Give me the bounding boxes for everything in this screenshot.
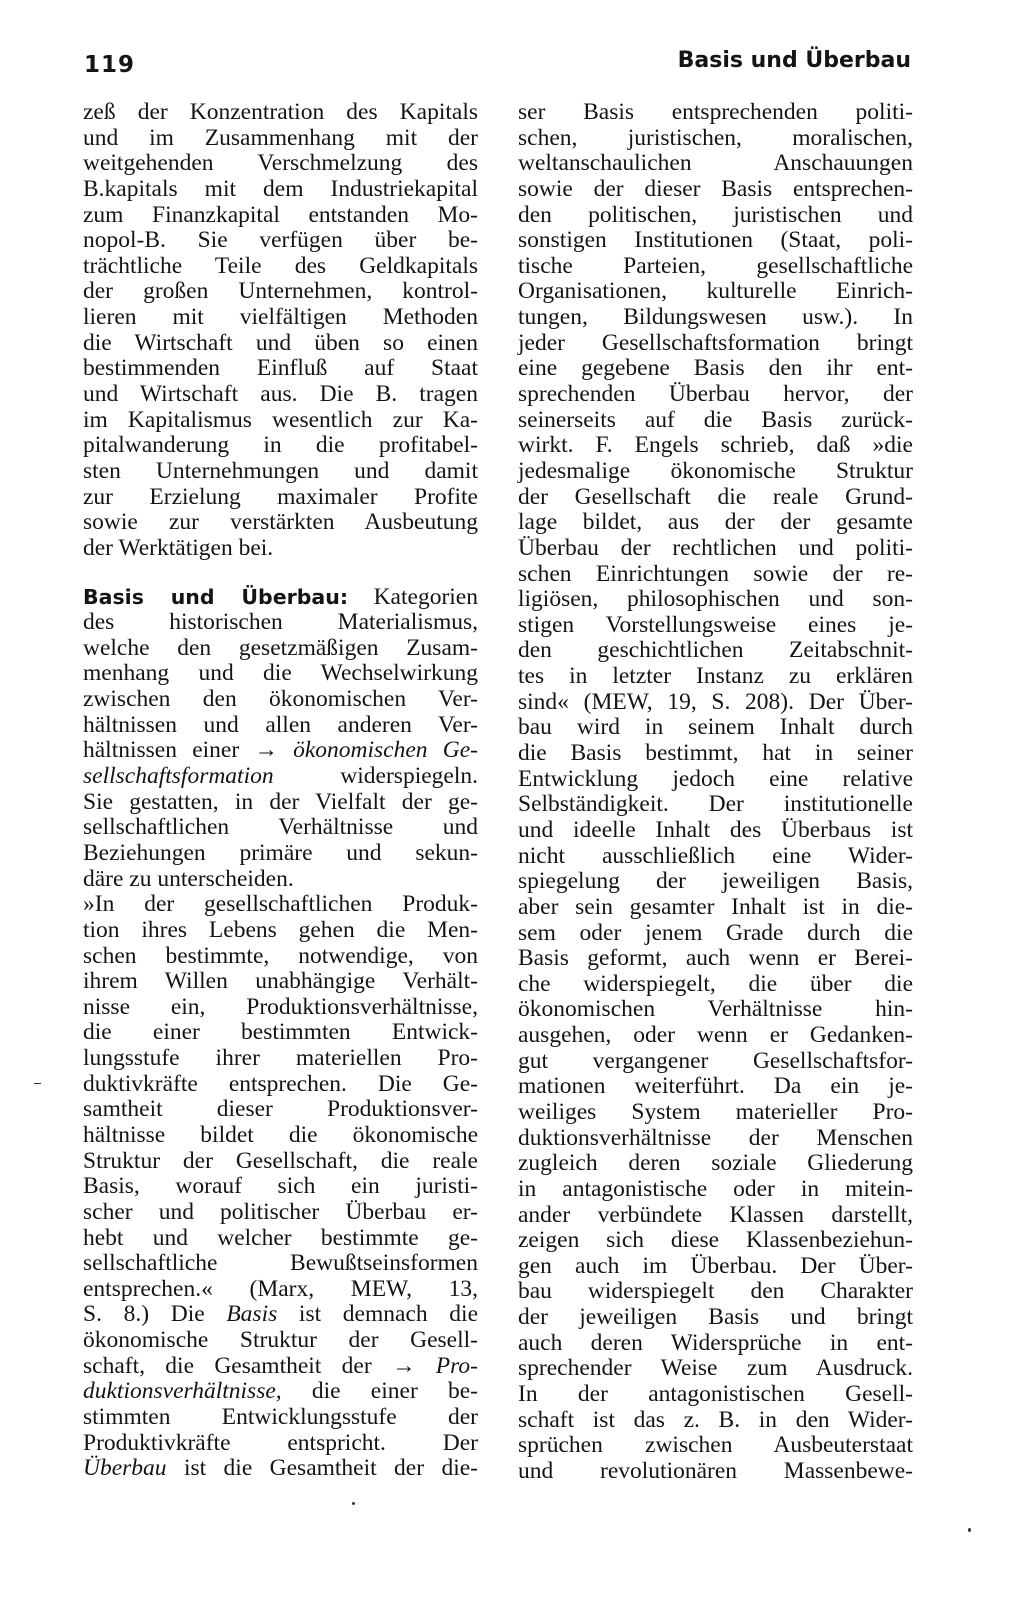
line-text: des historischen Materialismus,	[83, 609, 478, 636]
paragraph-gap	[83, 562, 478, 585]
line-text: widerspiegeln.	[273, 763, 478, 790]
text-line	[518, 741, 913, 767]
line-text: sonstigen Institutionen (Staat, poli-	[518, 227, 913, 254]
cross-reference-italic: ökonomischen Ge-	[293, 737, 478, 764]
text-line	[518, 844, 913, 870]
text-line	[518, 1408, 913, 1434]
text-line	[83, 485, 478, 511]
line-text: sprechenden Überbau hervor, der	[518, 381, 913, 408]
text-line	[518, 228, 913, 254]
line-text: duktivkräfte entsprechen. Die Ge-	[83, 1070, 478, 1097]
text-line	[83, 918, 478, 944]
text-line	[83, 510, 478, 536]
line-text: S. 8.) Die	[83, 1301, 227, 1328]
text-line	[518, 1100, 913, 1126]
text-line	[518, 1049, 913, 1075]
line-text: sprechender Weise zum Ausdruck.	[518, 1355, 913, 1382]
line-text: die Basis bestimmt, hat in seiner	[518, 740, 913, 767]
text-line	[83, 636, 478, 662]
text-line	[83, 790, 478, 816]
text-line	[518, 1331, 913, 1357]
line-text: »In der gesellschaftlichen Produk-	[83, 891, 478, 918]
line-text: schen Einrichtungen sowie der re-	[518, 560, 913, 587]
text-line	[518, 1228, 913, 1254]
line-text: stigen Vorstellungsweise eines je-	[518, 611, 913, 638]
text-line	[83, 1097, 478, 1123]
line-text: sellschaftlichen Verhältnisse und	[83, 814, 478, 841]
line-text: ligiösen, philosophischen und son-	[518, 586, 913, 613]
line-text: die Wirtschaft und üben so einen	[83, 329, 478, 356]
text-line	[83, 1174, 478, 1200]
line-text: den geschichtlichen Zeitabschnit-	[518, 637, 913, 664]
line-text: Produktivkräfte entspricht. Der	[83, 1429, 478, 1456]
line-text: seinerseits auf die Basis zurück-	[518, 406, 913, 433]
line-text: gen auch im Überbau. Der Über-	[518, 1252, 913, 1279]
text-line	[518, 1382, 913, 1408]
left-text-column	[83, 100, 478, 1482]
text-line	[518, 1305, 913, 1331]
line-text: welche den gesetzmäßigen Zusam-	[83, 634, 478, 661]
text-line	[518, 1459, 913, 1485]
line-text: zeigen sich diese Klassenbeziehun-	[518, 1227, 913, 1254]
text-line	[518, 895, 913, 921]
text-line	[518, 1023, 913, 1049]
text-line	[83, 459, 478, 485]
text-line	[518, 126, 913, 152]
text-line	[518, 100, 913, 126]
text-line	[518, 664, 913, 690]
text-line	[518, 869, 913, 895]
running-head: Basis und Überbau	[677, 48, 911, 73]
line-text: Organisationen, kulturelle Einrich-	[518, 278, 913, 305]
line-text: B.kapitals mit dem Industriekapital	[83, 175, 478, 202]
line-text: eine gegebene Basis den ihr ent-	[518, 355, 913, 382]
text-line	[83, 1046, 478, 1072]
line-text: Basis geformt, auch wenn er Berei-	[518, 945, 913, 972]
line-text: die einer be-	[281, 1378, 478, 1405]
line-text: sowie zur verstärkten Ausbeutung	[83, 509, 478, 536]
text-line	[518, 177, 913, 203]
text-line	[83, 203, 478, 229]
line-text: ökonomischen Verhältnisse hin-	[518, 996, 913, 1023]
line-text: in antagonistische oder in mitein-	[518, 1175, 913, 1202]
line-text: hältnisse bildet die ökonomische	[83, 1121, 478, 1148]
text-line	[518, 613, 913, 639]
text-line	[518, 356, 913, 382]
line-text: und im Zusammenhang mit der	[83, 124, 478, 151]
text-line	[83, 1354, 478, 1380]
text-line	[83, 1431, 478, 1457]
text-line	[518, 305, 913, 331]
cross-reference-italic: Überbau	[83, 1455, 167, 1482]
text-line	[518, 767, 913, 793]
text-line	[518, 946, 913, 972]
scan-speck	[968, 1528, 971, 1532]
cross-reference-italic: sellschaftsformation	[83, 763, 274, 790]
text-line	[518, 1151, 913, 1177]
line-text: der jeweiligen Basis und bringt	[518, 1304, 913, 1331]
text-line	[518, 536, 913, 562]
text-line	[83, 279, 478, 305]
line-text: tische Parteien, gesellschaftliche	[518, 252, 913, 279]
text-line	[518, 972, 913, 998]
text-line	[518, 1279, 913, 1305]
text-line	[83, 1123, 478, 1149]
line-text: mationen weiterführt. Da ein je-	[518, 1073, 913, 1100]
text-line	[83, 254, 478, 280]
line-text: ökonomische Struktur der Gesell-	[83, 1327, 478, 1354]
line-text: schen bestimmte, notwendige, von	[83, 942, 478, 969]
text-line	[83, 1302, 478, 1328]
line-text: jeder Gesellschaftsformation bringt	[518, 329, 913, 356]
line-text: entsprechen.« (Marx, MEW, 13,	[83, 1275, 478, 1302]
text-line	[83, 408, 478, 434]
line-text: ander verbündete Klassen darstellt,	[518, 1201, 913, 1228]
text-line	[83, 610, 478, 636]
text-line	[83, 1277, 478, 1303]
line-text: auch deren Widersprüche in ent-	[518, 1329, 913, 1356]
text-line	[83, 1149, 478, 1175]
line-text: ist demnach die	[277, 1301, 478, 1328]
text-line	[83, 536, 478, 562]
scan-speck	[352, 1502, 355, 1505]
line-text: lungsstufe ihrer materiellen Pro-	[83, 1045, 478, 1072]
text-line	[518, 1433, 913, 1459]
text-line	[83, 585, 478, 611]
line-text: hebt und welcher bestimmte ge-	[83, 1224, 478, 1251]
text-line	[83, 1379, 478, 1405]
line-text: der Werktätigen bei.	[83, 534, 274, 561]
text-line	[518, 921, 913, 947]
line-text: aber sein gesamter Inhalt ist in die-	[518, 893, 913, 920]
line-text: schaft, die Gesamtheit der →	[83, 1352, 436, 1379]
text-line	[83, 1200, 478, 1226]
text-line	[83, 738, 478, 764]
page-header	[84, 48, 911, 84]
line-text: tes in letzter Instanz zu erklären	[518, 663, 913, 690]
text-line	[518, 485, 913, 511]
line-text: sprüchen zwischen Ausbeuterstaat	[518, 1432, 913, 1459]
text-line	[518, 1074, 913, 1100]
text-line	[83, 841, 478, 867]
right-text-column	[518, 100, 913, 1485]
text-line	[518, 587, 913, 613]
text-line	[83, 331, 478, 357]
line-text: In der antagonistischen Gesell-	[518, 1381, 913, 1408]
text-line	[83, 1456, 478, 1482]
text-line	[83, 177, 478, 203]
cross-reference-italic: duktionsverhältnisse,	[83, 1378, 282, 1405]
text-line	[83, 713, 478, 739]
text-line	[518, 510, 913, 536]
text-line	[518, 203, 913, 229]
line-text: bau wird in seinem Inhalt durch	[518, 714, 913, 741]
text-line	[83, 661, 478, 687]
text-line	[83, 1405, 478, 1431]
text-line	[518, 690, 913, 716]
line-text: nopol-B. Sie verfügen über be-	[83, 227, 478, 254]
page-number: 119	[84, 52, 136, 78]
text-line	[83, 687, 478, 713]
scan-speck	[34, 1083, 41, 1084]
text-line	[83, 126, 478, 152]
line-text: lage bildet, aus der der gesamte	[518, 509, 913, 536]
line-text: hältnissen und allen anderen Ver-	[83, 711, 478, 738]
line-text: weiliges System materieller Pro-	[518, 1098, 913, 1125]
line-text: trächtliche Teile des Geldkapitals	[83, 252, 478, 279]
entry-headword: Basis und Überbau:	[83, 584, 349, 609]
text-line	[83, 100, 478, 126]
line-text: zur Erzielung maximaler Profite	[83, 483, 478, 510]
text-line	[83, 995, 478, 1021]
line-text: Selbständigkeit. Der institutionelle	[518, 791, 913, 818]
text-line	[83, 944, 478, 970]
text-line	[518, 279, 913, 305]
line-text: weitgehenden Verschmelzung des	[83, 150, 478, 177]
text-line	[83, 867, 478, 893]
line-text: und revolutionären Massenbewe-	[518, 1457, 913, 1484]
line-text: im Kapitalismus wesentlich zur Ka-	[83, 406, 478, 433]
line-text: menhang und die Wechselwirkung	[83, 660, 478, 687]
line-text: schen, juristischen, moralischen,	[518, 124, 913, 151]
line-text: zugleich deren soziale Gliederung	[518, 1150, 913, 1177]
text-line	[518, 331, 913, 357]
line-text: che widerspiegelt, die über die	[518, 970, 913, 997]
line-text: ist die Gesamtheit der die-	[166, 1455, 478, 1482]
line-text: den politischen, juristischen und	[518, 201, 913, 228]
text-line	[518, 1126, 913, 1152]
line-text: hältnissen einer →	[83, 737, 294, 764]
line-text: sellschaftliche Bewußtseinsformen	[83, 1250, 478, 1277]
line-text: tungen, Bildungswesen usw.). In	[518, 304, 913, 331]
line-text: Kategorien	[348, 583, 478, 610]
text-line	[83, 305, 478, 331]
line-text: bestimmenden Einfluß auf Staat	[83, 355, 478, 382]
line-text: nicht ausschließlich eine Wider-	[518, 842, 913, 869]
line-text: sem oder jenem Grade durch die	[518, 919, 913, 946]
line-text: lieren mit vielfältigen Methoden	[83, 304, 478, 331]
text-line	[518, 408, 913, 434]
line-text: bau widerspiegelt den Charakter	[518, 1278, 913, 1305]
text-line	[83, 433, 478, 459]
text-line	[518, 254, 913, 280]
text-line	[83, 764, 478, 790]
text-line	[518, 1254, 913, 1280]
text-line	[83, 356, 478, 382]
text-line	[83, 892, 478, 918]
line-text: und ideelle Inhalt des Überbaus ist	[518, 816, 913, 843]
line-text: jedesmalige ökonomische Struktur	[518, 457, 913, 484]
line-text: sowie der dieser Basis entsprechen-	[518, 175, 913, 202]
text-line	[83, 1020, 478, 1046]
line-text: spiegelung der jeweiligen Basis,	[518, 868, 913, 895]
line-text: schaft ist das z. B. in den Wider-	[518, 1406, 913, 1433]
line-text: sten Unternehmungen und damit	[83, 457, 478, 484]
line-text: pitalwanderung in die profitabel-	[83, 432, 478, 459]
text-line	[518, 997, 913, 1023]
line-text: Struktur der Gesellschaft, die reale	[83, 1147, 478, 1174]
text-line	[83, 228, 478, 254]
line-text: und Wirtschaft aus. Die B. tragen	[83, 381, 478, 408]
text-line	[83, 1072, 478, 1098]
line-text: ausgehen, oder wenn er Gedanken-	[518, 1022, 913, 1049]
text-line	[518, 818, 913, 844]
line-text: scher und politischer Überbau er-	[83, 1198, 478, 1225]
text-line	[518, 1356, 913, 1382]
line-text: tion ihres Lebens gehen die Men-	[83, 916, 478, 943]
text-line	[518, 1177, 913, 1203]
line-text: der großen Unternehmen, kontrol-	[83, 278, 478, 305]
line-text: duktionsverhältnisse der Menschen	[518, 1124, 913, 1151]
line-text: zum Finanzkapital entstanden Mo-	[83, 201, 478, 228]
line-text: zeß der Konzentration des Kapitals	[83, 99, 478, 125]
line-text: weltanschaulichen Anschauungen	[518, 150, 913, 177]
line-text: sind« (MEW, 19, S. 208). Der Über-	[518, 688, 913, 715]
line-text: wirkt. F. Engels schrieb, daß »die	[518, 432, 913, 459]
line-text: der Gesellschaft die reale Grund-	[518, 483, 913, 510]
text-line	[518, 715, 913, 741]
line-text: ihrem Willen unabhängige Verhält-	[83, 968, 478, 995]
line-text: stimmten Entwicklungsstufe der	[83, 1404, 478, 1431]
text-line	[518, 151, 913, 177]
cross-reference-italic: Pro-	[435, 1352, 478, 1379]
line-text: Überbau der rechtlichen und politi-	[518, 534, 913, 561]
text-line	[83, 815, 478, 841]
line-text: gut vergangener Gesellschaftsfor-	[518, 1047, 913, 1074]
line-text: Beziehungen primäre und sekun-	[83, 839, 478, 866]
line-text: Basis, worauf sich ein juristi-	[83, 1173, 478, 1200]
line-text: die einer bestimmten Entwick-	[83, 1019, 478, 1046]
line-text: zwischen den ökonomischen Ver-	[83, 686, 478, 713]
text-line	[83, 1328, 478, 1354]
text-line	[518, 792, 913, 818]
text-line	[518, 638, 913, 664]
text-line	[83, 151, 478, 177]
line-text: nisse ein, Produktionsverhältnisse,	[83, 993, 478, 1020]
line-text: ser Basis entsprechenden politi-	[518, 99, 913, 125]
cross-reference-italic: Basis	[226, 1301, 278, 1328]
line-text: Entwicklung jedoch eine relative	[518, 765, 913, 792]
text-line	[518, 433, 913, 459]
text-line	[83, 1251, 478, 1277]
text-line	[518, 1203, 913, 1229]
text-line	[83, 969, 478, 995]
text-line	[518, 382, 913, 408]
text-line	[518, 459, 913, 485]
line-text: samtheit dieser Produktionsver-	[83, 1096, 478, 1123]
line-text: Sie gestatten, in der Vielfalt der ge-	[83, 788, 478, 815]
text-line	[83, 382, 478, 408]
text-line	[518, 562, 913, 588]
text-line	[83, 1226, 478, 1252]
line-text: däre zu unterscheiden.	[83, 865, 294, 892]
